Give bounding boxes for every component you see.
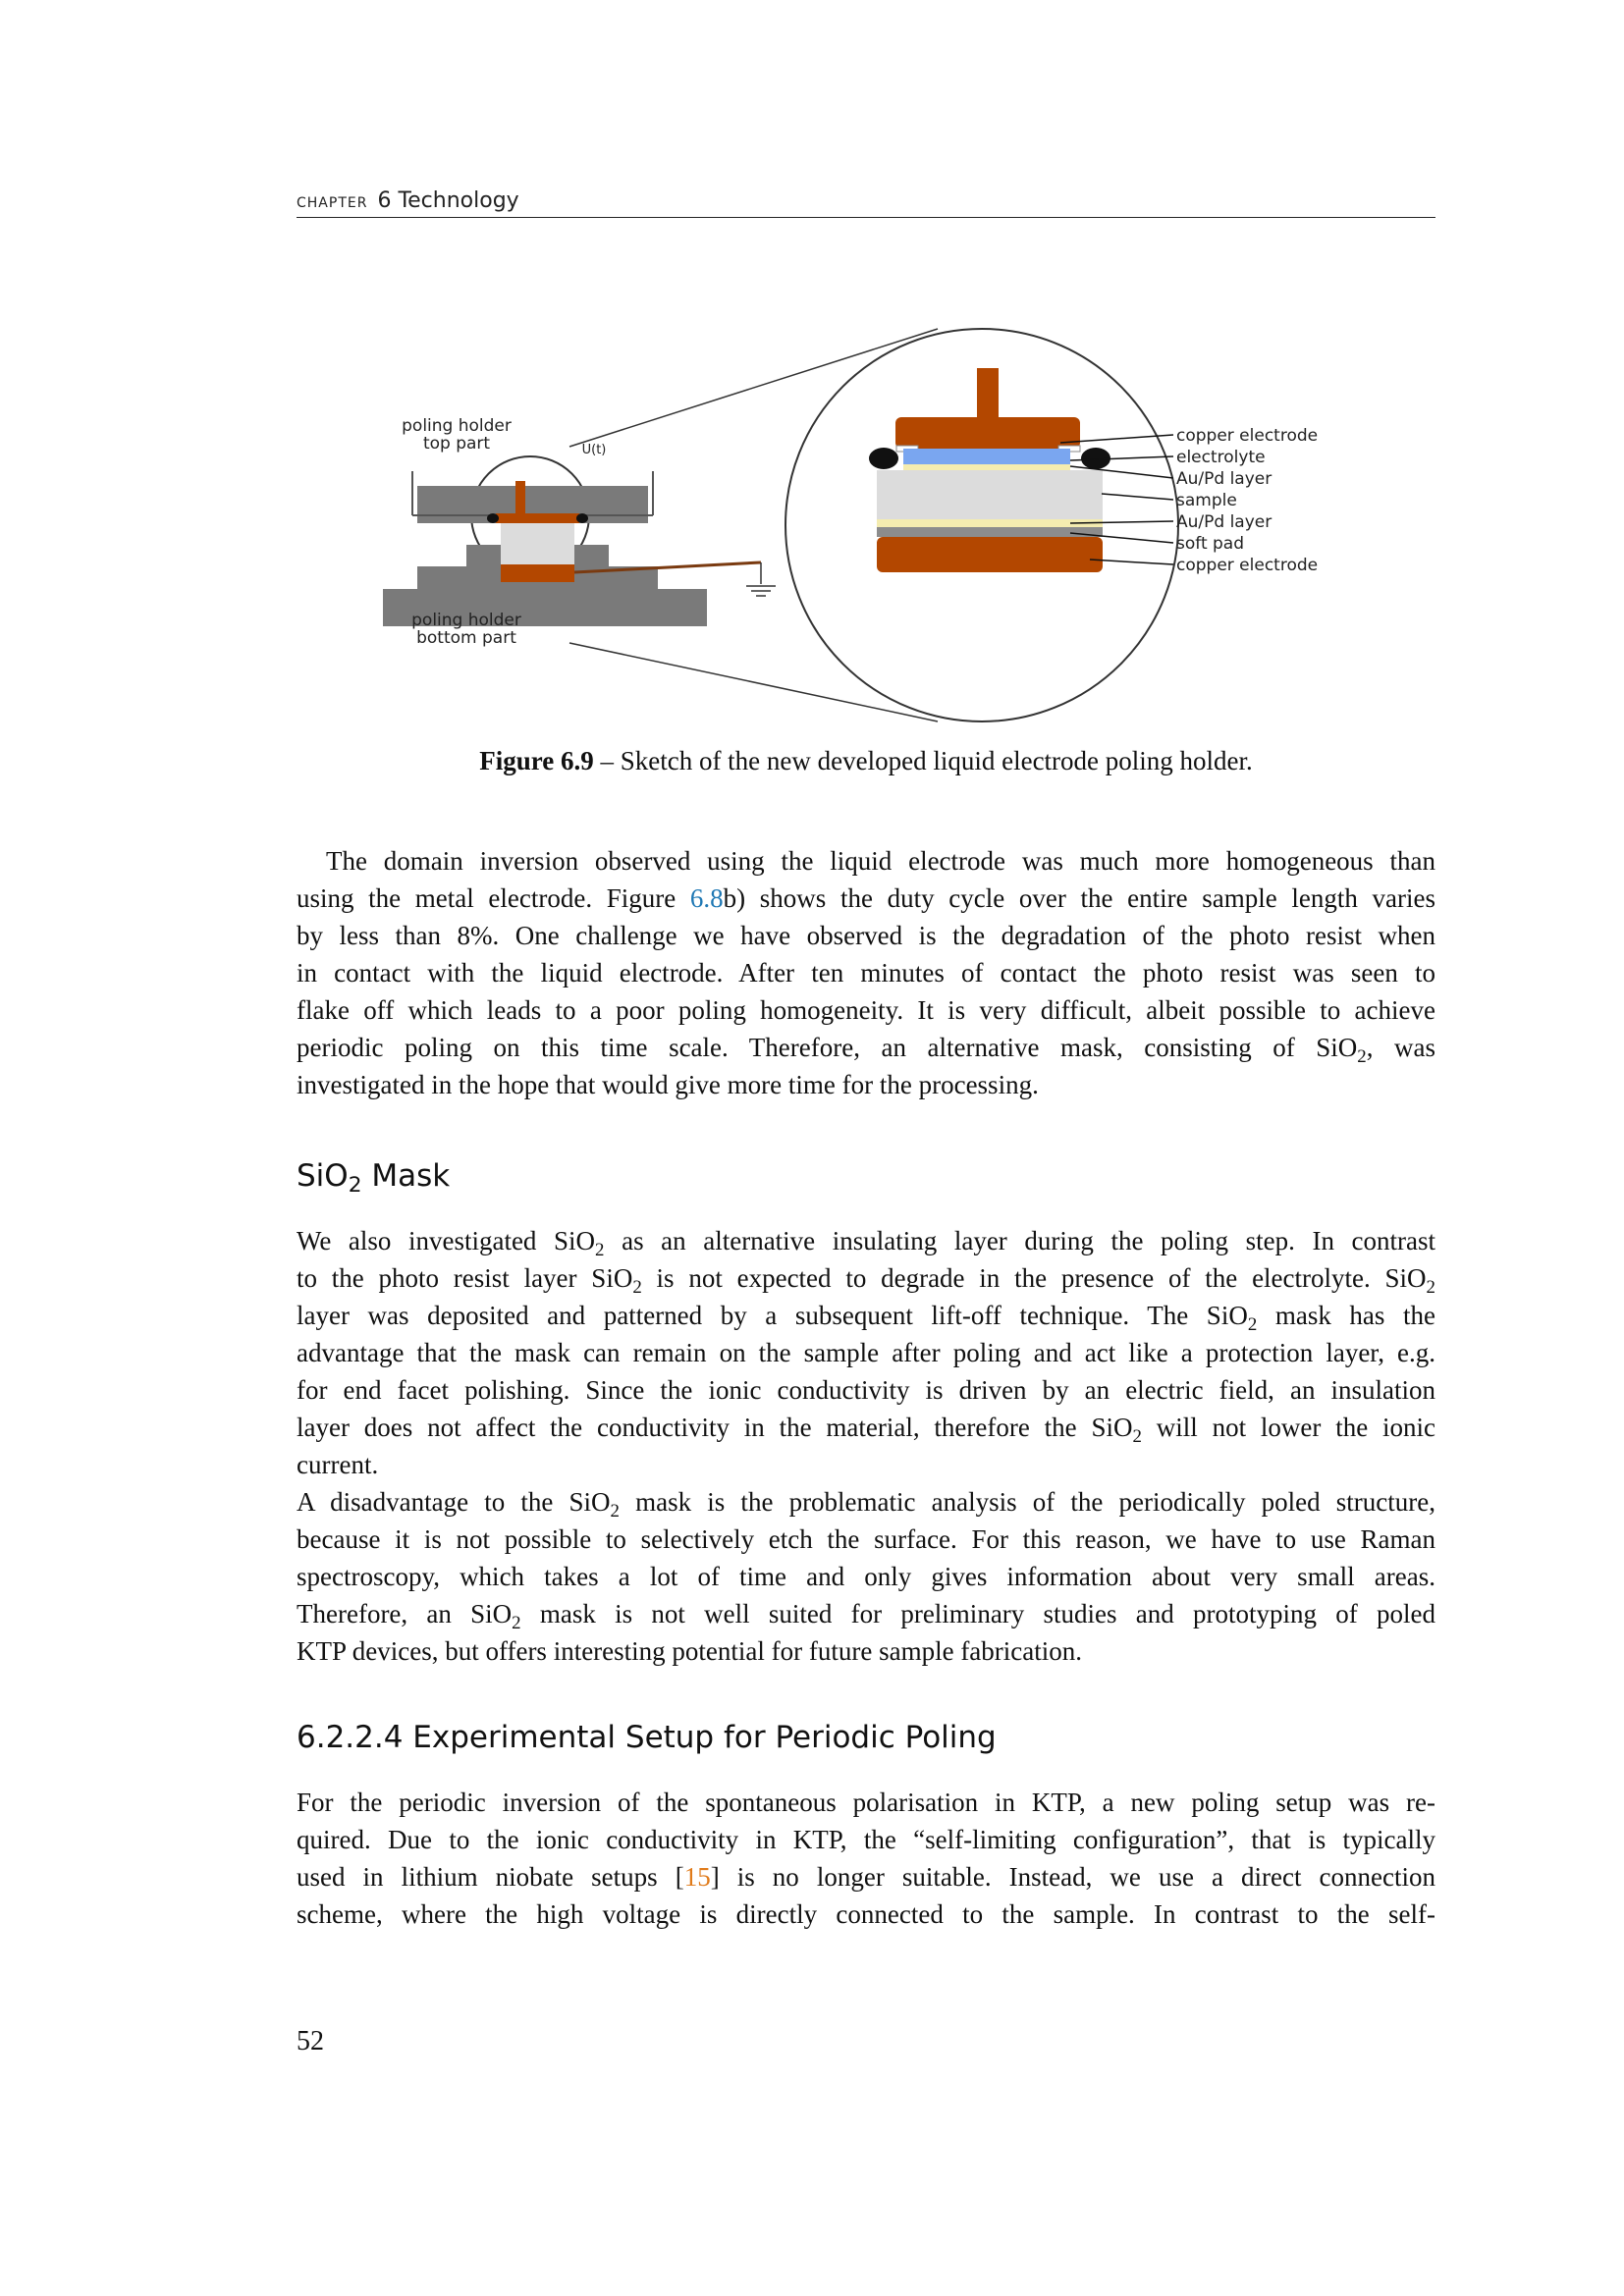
caption-text: – Sketch of the new developed liquid electrode poling holder.	[593, 746, 1253, 775]
callout-4: sample	[1176, 491, 1237, 510]
callout-1: copper electrode	[1176, 426, 1319, 446]
callout-5: Au/Pd layer	[1176, 512, 1272, 532]
callout-6: soft pad	[1176, 534, 1245, 554]
seal-left	[869, 448, 898, 469]
aupd-layer-top	[903, 464, 1070, 470]
label-top-part-1: poling holder	[402, 416, 512, 436]
paragraph-3: A disadvantage to the SiO$_2$ mask is the problematic analysis of the periodically poled structure, because it is not possible to selectively etch the surface. For this reason, we have to use Raman spectroscopy, which takes a lot of time and only gives information about very small areas. Therefore, an SiO$_2$ mask is not well suited for preliminary studies and prototyping of poled KTP devices, but offers interesting potential for future sample fabrication.	[297, 1487, 1435, 1666]
paragraph-1: The domain inversion observed using the liquid electrode was much more homogeneous than using the metal electrode. Figure 6.8b) shows the duty cycle over the entire sample length varies by less than 8%. One challenge we have observed is the degradation of the photo resist when in contact with the liquid electrode. After ten minutes of contact the photo resist was seen to flake off which leads to a poor poling homogeneity. It is very difficult, albeit possible to achieve periodic poling on this time scale. Therefore, an alternative mask, consisting of SiO$_2$, was investigated in the hope that would give more time for the processing.	[297, 846, 1435, 1099]
zoom-line-bottom	[569, 643, 938, 721]
soft-pad	[877, 527, 1103, 537]
mini-stem	[515, 481, 525, 515]
paragraph-2: We also investigated SiO$_2$ as an alternative insulating layer during the poling step. In contrast to the photo resist layer SiO$_2$ is not expected to degrade in the presence of the electrolyte. SiO$_2$ layer was deposited and patterned by a subsequent lift-off technique. The SiO$_2$ mask has the advantage that the mask can remain on the sample after poling and act like a protection layer, e.g. for end facet polishing. Since the ionic conductivity is driven by an electric field, an insulation layer does not affect the conductivity in the material, therefore the SiO$_2$ will not lower the ionic current.	[297, 1226, 1436, 1479]
label-top-part-2: top part	[422, 434, 491, 454]
paragraph-4: For the periodic inversion of the spontaneous polarisation in KTP, a new poling setup was re- quired. Due to the ionic conductivity in KTP, the “self-limiting configuration”, that is typically used in lithium niobate setups [15] is no longer suitable. Instead, we use a direct connection scheme, where the high voltage is directly connected to the sample. In contrast to the self-	[297, 1788, 1435, 1929]
zoom-line-top	[569, 329, 938, 447]
page-number: 52	[297, 2026, 324, 2056]
chapter-title: 6 Technology	[377, 188, 519, 213]
mini-electrode-top	[496, 513, 579, 523]
callout-7: copper electrode	[1176, 556, 1319, 575]
callout-3: Au/Pd layer	[1176, 469, 1272, 489]
copper-electrode-bottom	[877, 537, 1103, 572]
figure-ref-6-8[interactable]: 6.8	[689, 883, 724, 913]
caption-label: Figure 6.9	[479, 746, 594, 775]
chapter-word: chapter	[297, 188, 368, 212]
mini-electrode-bottom	[501, 564, 574, 582]
citation-ref-15[interactable]: 15	[683, 1862, 711, 1892]
poling-holder-sketch	[383, 319, 1365, 731]
mini-sample	[501, 520, 574, 569]
label-voltage: U(t)	[581, 443, 607, 457]
section-heading-experimental-setup: 6.2.2.4 Experimental Setup for Periodic Poling	[297, 1720, 997, 1755]
figure-caption	[297, 746, 1435, 776]
figure-6-9	[383, 319, 1365, 731]
label-bottom-part-2: bottom part	[416, 628, 516, 648]
electrolyte-layer	[903, 449, 1070, 464]
section-heading-sio2-mask: SiO$_2$ Mask	[297, 1158, 451, 1198]
label-bottom-part-1: poling holder	[411, 611, 521, 630]
running-header	[297, 188, 1435, 218]
aupd-layer-bottom	[877, 519, 1103, 527]
copper-electrode-top	[895, 417, 1080, 449]
sample-block	[877, 470, 1103, 519]
callout-2: electrolyte	[1176, 448, 1266, 467]
